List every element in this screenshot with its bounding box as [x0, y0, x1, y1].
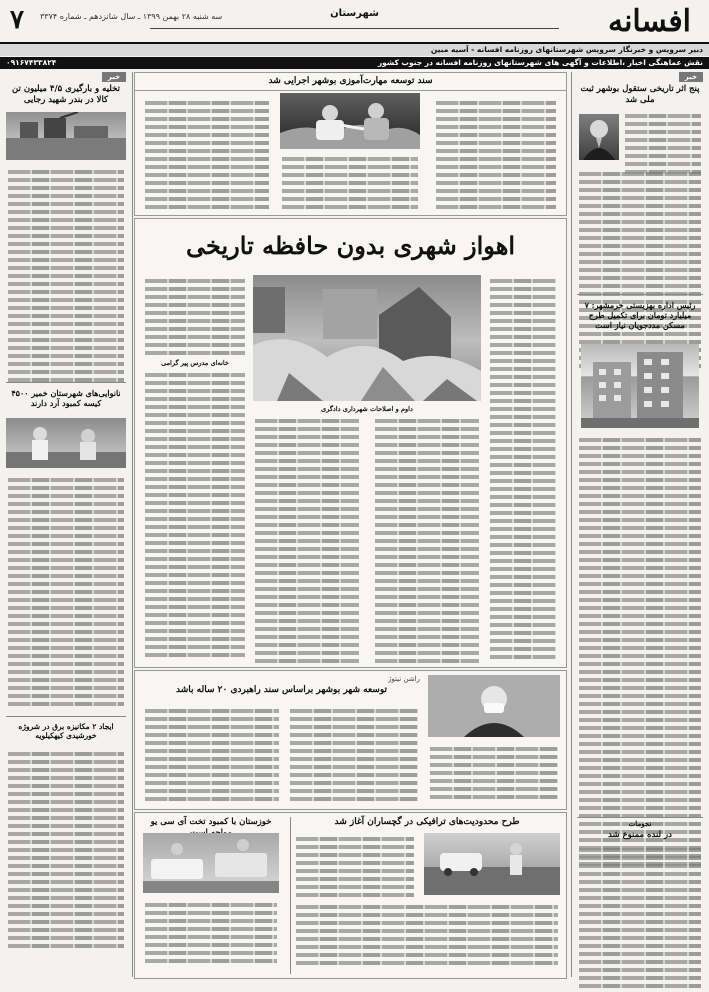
ahvaz-col-1 — [488, 275, 558, 663]
right-divider-1 — [577, 294, 703, 295]
left-column-rule — [132, 72, 133, 977]
ahvaz-col-left — [143, 275, 247, 359]
bushehr-body-left — [143, 705, 281, 805]
right-tag: خبر — [679, 72, 703, 82]
lower-stories-rule — [290, 817, 291, 974]
right-column — [577, 72, 703, 977]
ahvaz-story — [134, 218, 567, 668]
left-body-2 — [6, 474, 126, 710]
section-title: شهرستان — [330, 8, 379, 19]
khuzestan-body — [143, 899, 279, 967]
bushehr-body-right — [428, 743, 560, 803]
lower-stories — [134, 812, 567, 979]
staff-text: دبیر سرویس و خبرنگار سرویس شهرستانهای روزنامه افسانه - آسیه مبین — [430, 45, 703, 54]
left-body-1 — [6, 166, 126, 386]
ahvaz-col-left-2 — [143, 369, 247, 661]
right-headline-3: در لنده ممنوع شد — [608, 830, 672, 840]
bushehr-tag: راشن تیتوژ — [388, 675, 420, 683]
ahvaz-headline: اهواز شهری بدون حافظه تاریخی — [185, 231, 516, 260]
contact-strip — [0, 57, 709, 69]
housing-photo — [581, 344, 699, 428]
left-divider-2 — [6, 716, 126, 717]
section-divider — [150, 28, 559, 29]
newspaper-logo: افسانه — [607, 4, 691, 39]
left-tag: خبر — [102, 72, 126, 82]
icu-photo — [143, 833, 279, 893]
right-tag-2: نجومات — [628, 819, 652, 828]
right-body-3 — [577, 434, 703, 870]
port-photo — [6, 112, 126, 160]
page-number: ۷ — [10, 5, 24, 35]
bushehr-story — [134, 670, 567, 810]
police-photo — [424, 833, 560, 895]
left-headline-2: نانوایی‌های شهرستان خمیر ۴۵۰۰ کیسه کمبود آرد دارند — [11, 388, 121, 408]
mharat-body-3 — [280, 153, 420, 213]
traffic-body-2 — [294, 901, 560, 969]
mharat-story — [134, 72, 567, 216]
worker-photo — [280, 93, 420, 149]
mharat-body-2 — [143, 97, 271, 213]
khuzestan-headline: خوزستان با کمبود تخت آی سی یو — [150, 817, 272, 827]
ruins-photo — [253, 275, 481, 401]
traffic-headline: طرح محدودیت‌های ترافیکی در گچساران آغاز شد — [334, 817, 520, 827]
masthead — [0, 0, 709, 44]
right-headline-2: رئیس اداره بهزیستی خرمشهر: ۷ میلیارد تومان برای تکمیل طرح مسکن مددجویان نیاز است — [584, 300, 696, 330]
portrait-photo — [579, 114, 619, 160]
bushehr-headline: توسعه شهر بوشهر براساس سند راهبردی ۲۰ ساله باشد — [176, 685, 387, 695]
left-column — [6, 72, 126, 977]
ahvaz-subhead-1: خانه‌ای مدرس پیر گرامی — [161, 359, 229, 367]
left-headline-3: ایجاد ۲ مکانیزه برق در شروژه خورشیدی کیهکیلویه — [18, 722, 114, 741]
traffic-body-1 — [294, 833, 416, 901]
right-body-2 — [577, 168, 703, 372]
ahvaz-col-2 — [253, 415, 361, 667]
staff-strip — [0, 44, 709, 56]
bushehr-body-mid — [288, 705, 420, 805]
bakery-photo — [6, 418, 126, 468]
official-photo — [428, 675, 560, 737]
left-headline-1: تخلیه و بارگیری ۴/۵ میلیون تن کالا در بندر شهید رجایی — [12, 84, 120, 105]
issue-line: سه شنبه ۲۸ بهمن ۱۳۹۹ ـ سال شانزدهم ـ شماره ۳۳۷۴ — [40, 12, 223, 21]
right-body-4 — [577, 844, 703, 992]
contact-text: نقش عماهنگی اخبار ،اطلاعات و آگهی های شهرستانهای روزنامه افسانه در جنوب کشور — [377, 58, 703, 67]
left-divider-1 — [6, 382, 126, 383]
center-column — [134, 72, 567, 977]
ahvaz-subhead-2: داوم و اصلاحات شهرداری دادگری — [321, 405, 413, 413]
right-column-rule — [571, 72, 572, 977]
mharat-headline: سند توسعه مهارت‌آموزی بوشهر اجرایی شد — [135, 76, 566, 91]
right-divider-2 — [577, 817, 703, 818]
right-headline-1: پنج اثر تاریخی ستقول بوشهر ثبت ملی شد — [580, 84, 700, 105]
mharat-body-1 — [434, 97, 558, 213]
ahvaz-col-3 — [373, 415, 481, 667]
left-body-3 — [6, 748, 126, 952]
contact-phone: ۰۹۱۶۷۴۳۳۸۲۴ — [6, 58, 57, 67]
